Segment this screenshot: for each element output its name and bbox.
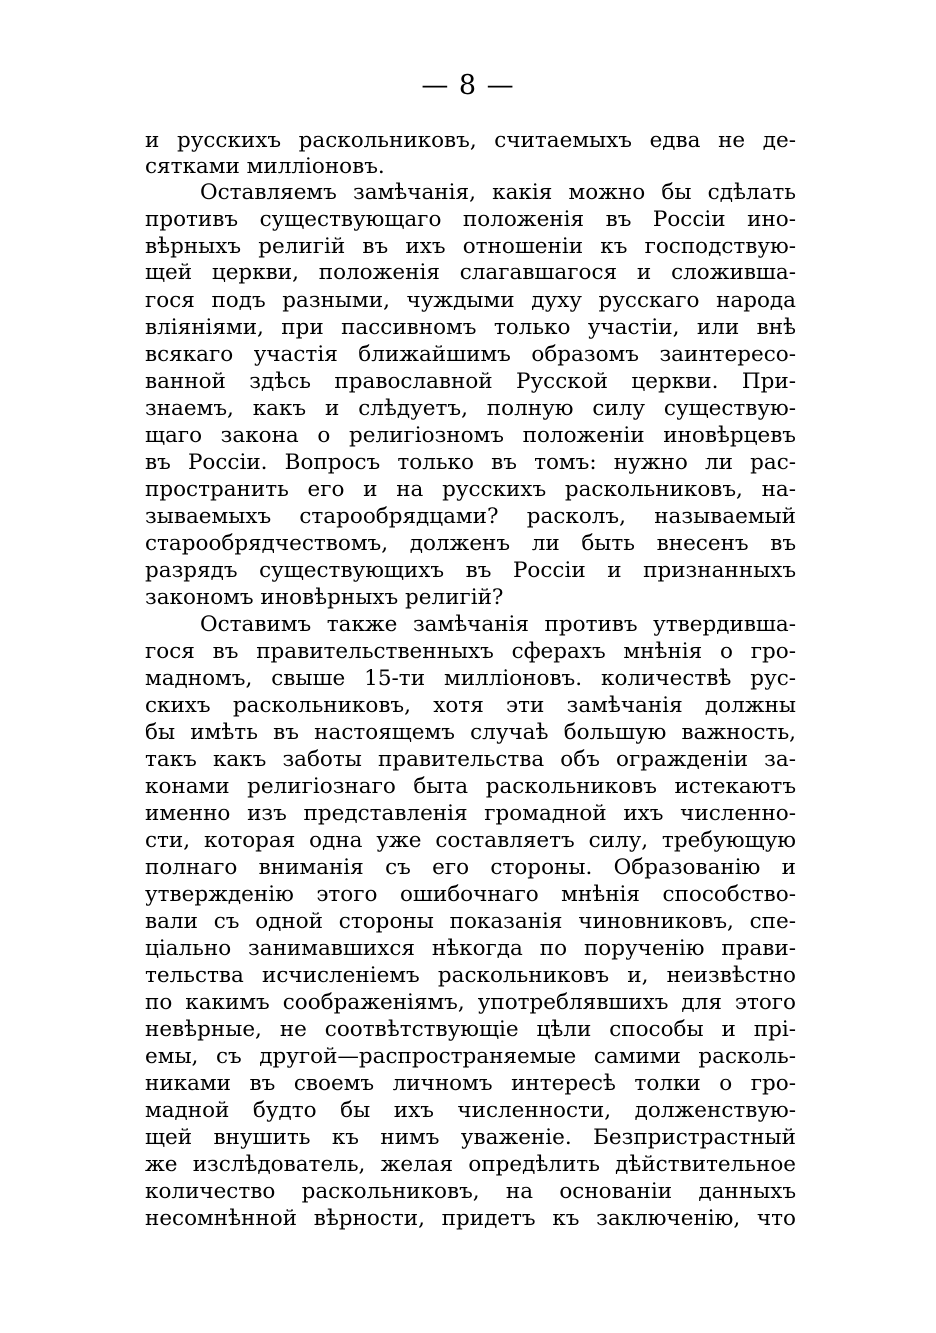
- text-line: щей церкви, положенiя слагавшагося и сложивша-: [145, 260, 796, 285]
- text-line: ванной здѣсь православной Русской церкви. При-: [145, 369, 796, 394]
- text-line: вали съ одной стороны показанiя чиновниковъ, спе-: [145, 909, 796, 934]
- text-line: несомнѣнной вѣрности, придетъ къ заключенiю, что: [145, 1206, 796, 1231]
- paragraph-first-line: Оставимъ также замѣчанiя противъ утвердивша-: [200, 612, 796, 637]
- text-line: по какимъ соображенiямъ, употреблявшихъ для этого: [145, 990, 796, 1015]
- text-line: мадномъ, свыше 15-ти миллiоновъ. количествѣ рус-: [145, 666, 796, 691]
- text-line: противъ существующаго положенiя въ Россiи ино-: [145, 207, 796, 232]
- text-line: же изслѣдователь, желая опредѣлить дѣйствительное: [145, 1152, 796, 1177]
- text-line: вѣрныхъ религiй въ ихъ отношенiи къ господствую-: [145, 234, 796, 259]
- text-line: такъ какъ заботы правительства объ огражденiи за-: [145, 747, 796, 772]
- text-line: емы, съ другой—распространяемые самими расколь-: [145, 1044, 796, 1069]
- text-line: разрядъ существующихъ въ Россiи и признанныхъ: [145, 558, 796, 583]
- text-line: утвержденiю этого ошибочнаго мнѣнiя способство-: [145, 882, 796, 907]
- text-line: пространить его и на русскихъ раскольниковъ, на-: [145, 477, 796, 502]
- page-number: — 8 —: [421, 70, 515, 101]
- text-line: полнаго вниманiя съ его стороны. Образованiю и: [145, 855, 796, 880]
- text-line: щей внушить къ нимъ уваженiе. Безпристрастный: [145, 1125, 796, 1150]
- text-line: старообрядчествомъ, долженъ ли быть внесенъ въ: [145, 531, 796, 556]
- text-line: цiально занимавшихся нѣкогда по порученiю прави-: [145, 936, 796, 961]
- text-line: гося подъ разными, чуждыми духу русскаго народа: [145, 288, 796, 313]
- text-line: знаемъ, какъ и слѣдуетъ, полную силу существую-: [145, 396, 796, 421]
- text-line: зываемыхъ старообрядцами? расколъ, называемый: [145, 504, 796, 529]
- paragraph-first-line: Оставляемъ замѣчанiя, какiя можно бы сдѣлать: [200, 180, 796, 205]
- text-line: конами религiознаго быта раскольниковъ истекаютъ: [145, 774, 796, 799]
- text-line: бы имѣть въ настоящемъ случаѣ большую важность,: [145, 720, 796, 745]
- text-line: никами въ своемъ личномъ интересѣ толки о гро-: [145, 1071, 796, 1096]
- text-line: сятками миллiоновъ.: [145, 154, 385, 179]
- text-line: въ Россiи. Вопросъ только въ томъ: нужно ли рас-: [145, 450, 796, 475]
- text-line: именно изъ представленiя громадной ихъ численно-: [145, 801, 796, 826]
- text-line: мадной будто бы ихъ численности, долженствую-: [145, 1098, 796, 1123]
- text-line: влiянiями, при пассивномъ только участiи, или внѣ: [145, 315, 796, 340]
- text-line: гося въ правительственныхъ сферахъ мнѣнiя о гро-: [145, 639, 796, 664]
- text-line: количество раскольниковъ, на основанiи данныхъ: [145, 1179, 796, 1204]
- text-line: щаго закона о религiозномъ положенiи иновѣрцевъ: [145, 423, 796, 448]
- text-line: тельства исчисленiемъ раскольниковъ и, неизвѣстно: [145, 963, 796, 988]
- text-line: закономъ иновѣрныхъ религiй?: [145, 585, 504, 610]
- text-line: невѣрные, не соотвѣтствующiе цѣли способы и прi-: [145, 1017, 796, 1042]
- text-line: и русскихъ раскольниковъ, считаемыхъ едва не де-: [145, 128, 796, 153]
- text-line: всякаго участiя ближайшимъ образомъ заинтересо-: [145, 342, 796, 367]
- text-line: сти, которая одна уже составляетъ силу, требующую: [145, 828, 796, 853]
- text-line: скихъ раскольниковъ, хотя эти замѣчанiя должны: [145, 693, 796, 718]
